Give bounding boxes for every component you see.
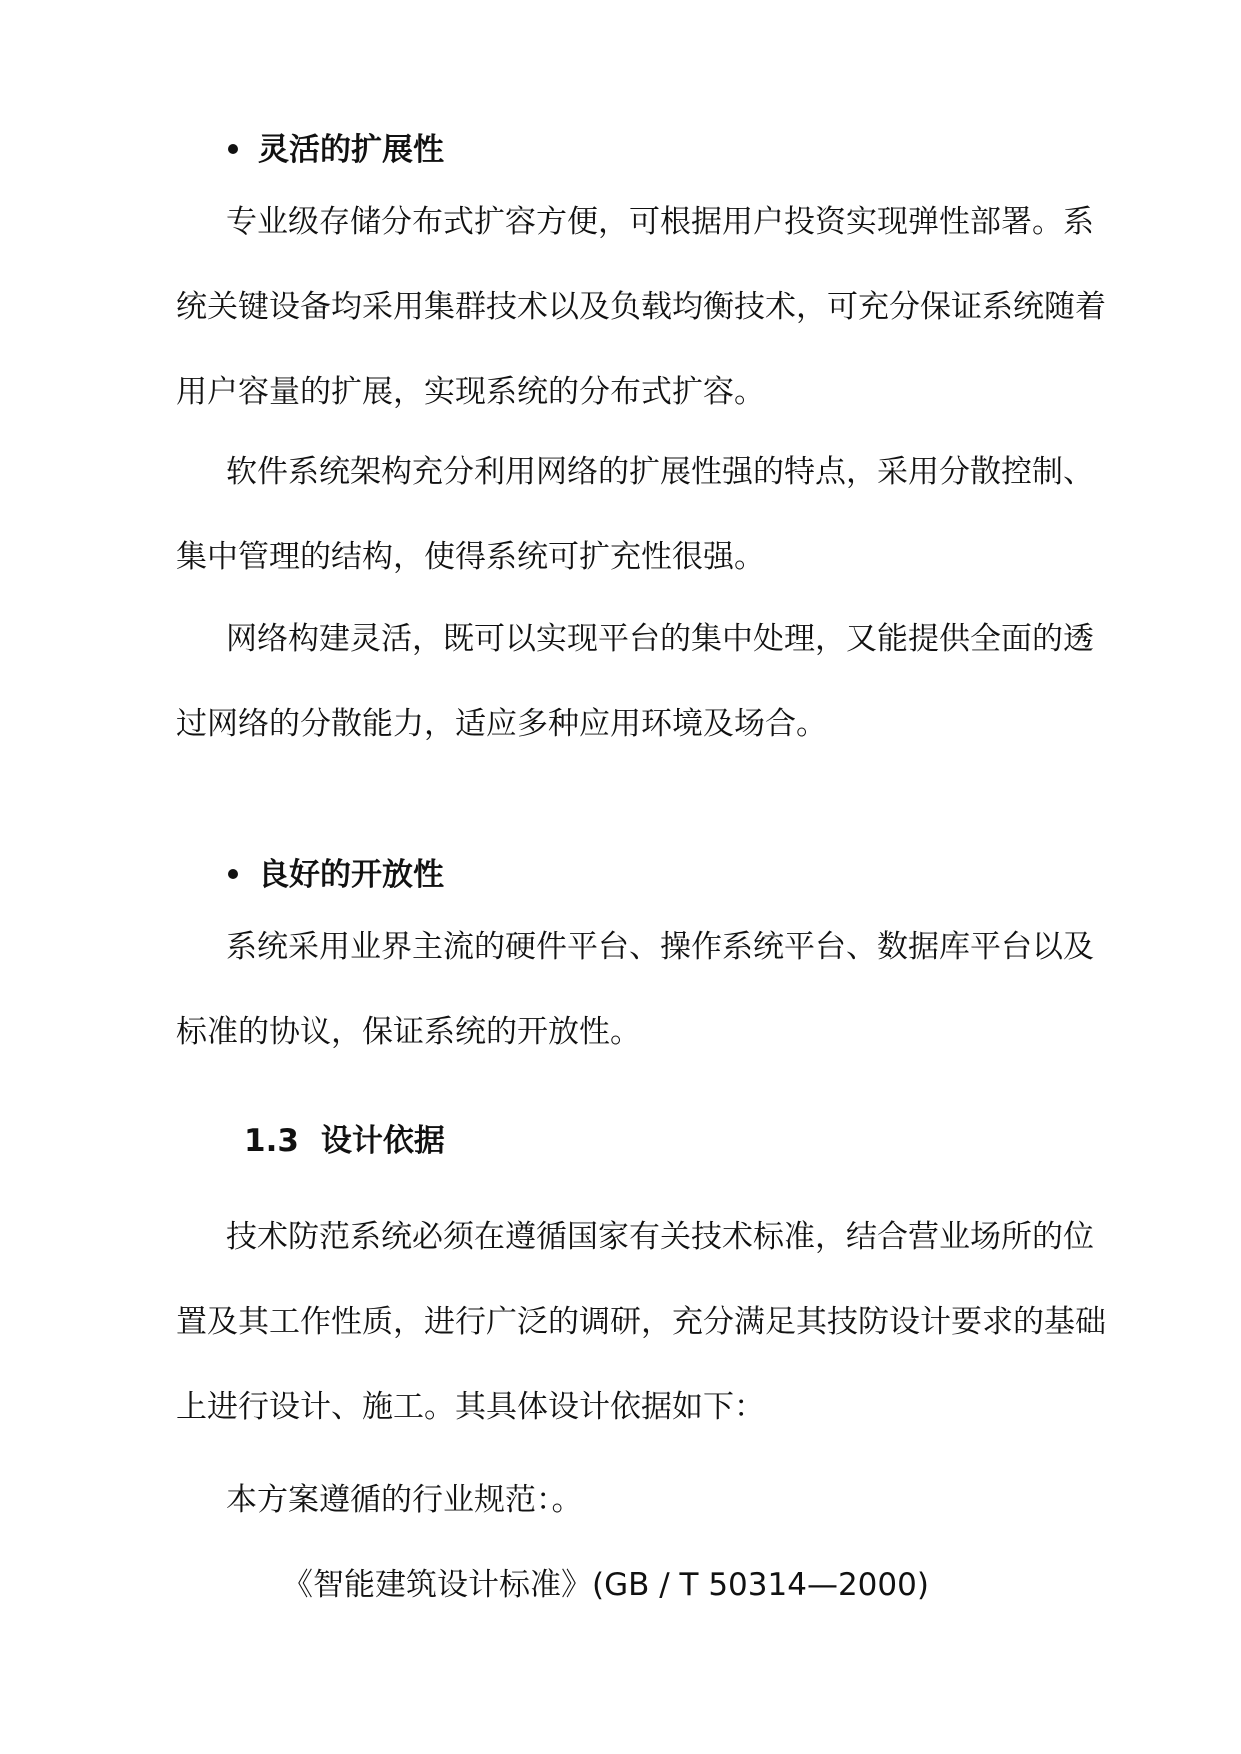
standard-reference: 《智能建筑设计标准》(GB / T 50314—2000) (282, 1567, 929, 1603)
bullet-heading-text: 灵活的扩展性 (258, 132, 444, 168)
paragraph-network-construction: 网络构建灵活，既可以实现平台的集中处理，又能提供全面的透过网络的分散能力，适应多种应用环境及场合。 (176, 621, 1094, 742)
paragraph-storage-expansion: 专业级存储分布式扩容方便，可根据用户投资实现弹性部署。系统关键设备均采用集群技术以及负载均衡技术，可充分保证系统随着用户容量的扩展，实现系统的分布式扩容。 (176, 204, 1106, 410)
bullet-dot-icon (228, 869, 238, 879)
bullet-heading-text: 良好的开放性 (258, 857, 444, 893)
bullet-heading-extensibility (228, 130, 444, 170)
section-title: 设计依据 (320, 1123, 445, 1159)
paragraph-design-basis: 技术防范系统必须在遵循国家有关技术标准，结合营业场所的位置及其工作性质，进行广泛的调研，充分满足其技防设计要求的基础上进行设计、施工。其具体设计依据如下： (176, 1219, 1106, 1425)
paragraph-industry-norms: 本方案遵循的行业规范：。 (226, 1482, 583, 1518)
section-heading-design-basis (244, 1121, 445, 1161)
paragraph-software-architecture: 软件系统架构充分利用网络的扩展性强的特点，采用分散控制、集中管理的结构，使得系统可扩充性很强。 (176, 454, 1094, 575)
section-number: 1.3 (244, 1123, 299, 1159)
paragraph-open-platform: 系统采用业界主流的硬件平台、操作系统平台、数据库平台以及标准的协议，保证系统的开放性。 (176, 929, 1094, 1050)
bullet-dot-icon (228, 144, 238, 154)
bullet-heading-openness (228, 855, 444, 895)
